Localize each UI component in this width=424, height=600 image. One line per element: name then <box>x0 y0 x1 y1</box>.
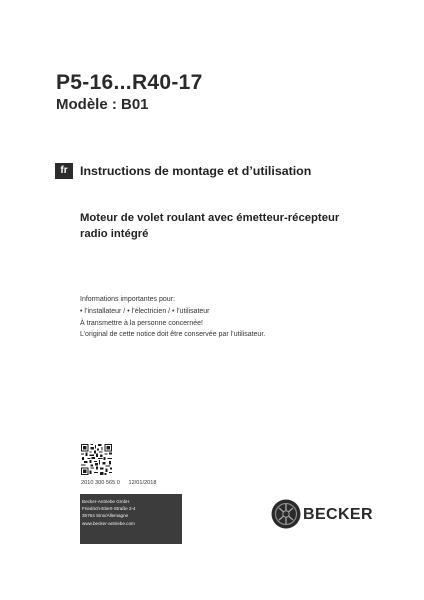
document-number: 2010 300 565 0 <box>81 480 120 486</box>
product-variant: Modèle : B01 <box>56 96 149 113</box>
product-description-line: radio intégré <box>80 228 149 240</box>
info-line: L’original de cette notice doit être conservée par l’utilisateur. <box>80 331 266 339</box>
company-city: 35764 Sinn/Allemagne <box>82 513 129 518</box>
qr-code-icon <box>81 444 112 475</box>
document-title: Instructions de montage et d’utilisation <box>80 164 312 178</box>
company-website: www.becker-antriebe.com <box>82 521 135 526</box>
company-street: Friedrich-Ebert-Straße 2-4 <box>82 506 136 511</box>
document-date: 12/01/2018 <box>128 480 157 486</box>
info-line: À transmettre à la personne concernée! <box>80 319 203 327</box>
becker-logo-icon <box>270 498 302 530</box>
product-model: P5-16...R40-17 <box>56 71 203 94</box>
language-badge: fr <box>55 163 73 179</box>
company-name: Becker-Antriebe GmbH <box>82 499 130 504</box>
info-line: • l’installateur / • l’électricien / • l’utilisateur <box>80 307 210 315</box>
important-info <box>80 294 370 341</box>
manufacturer-address <box>80 494 182 544</box>
brand-name: BECKER <box>303 506 373 523</box>
info-line: Informations importantes pour: <box>80 296 175 303</box>
product-description <box>80 210 370 242</box>
product-description-line: Moteur de volet roulant avec émetteur-récepteur <box>80 212 340 224</box>
document-reference <box>81 480 163 486</box>
